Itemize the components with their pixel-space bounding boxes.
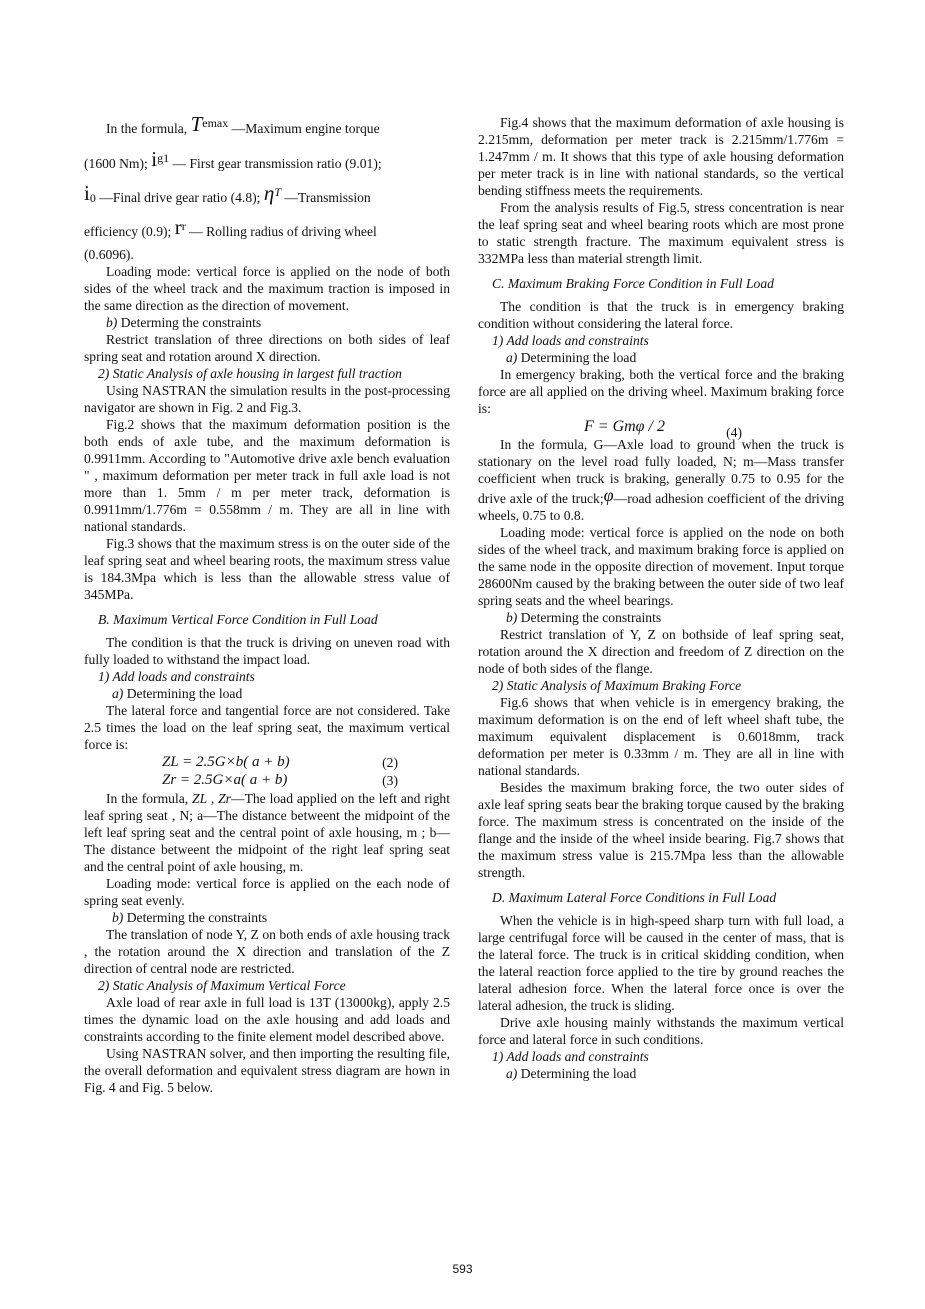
paragraph: Restrict translation of Y, Z on bothside of leaf spring seat, rotation around the X direction and freedom of Z direction on the node of both sides of the flange. [478,627,844,676]
subheading: b) Determing the constraints [106,315,262,330]
left-column [84,112,450,1096]
paragraph: Besides the maximum braking force, the two outer sides of axle leaf spring seats bear the braking torque caused by the braking force. The maximum stress is concentrated on the inside of the flange and the inside of the wheel inside bearing. Fig.7 shows that the maximum stress value is 215.7Mpa less than the allowable strength. [478,780,844,880]
equation-3: Zr = 2.5G×a( a + b) (3) [162,772,398,788]
paragraph: From the analysis results of Fig.5, stress concentration is near the leaf spring seat and wheel bearing roots which are most prone to static strength fracture. The maximum equivalent stress is 332MPa less than material strength limit. [478,200,844,266]
paragraph: In emergency braking, both the vertical force and the braking force are all applied on the driving wheel. Maximum braking force is: [478,367,844,416]
paragraph: Loading mode: vertical force is applied on the node of both sides of the wheel track and the maximum traction is imposed in the same direction as the direction of movement. [84,264,450,313]
equation-4: F = Gmφ / 2 (4) [584,418,742,440]
equation-2: ZL = 2.5G×b( a + b) (2) [162,754,398,770]
subheading: b) Determing the constraints [506,610,662,625]
paragraph: Using NASTRAN the simulation results in the post-processing navigator are shown in Fig. 2 and Fig.3. [84,383,450,415]
paragraph: Fig.6 shows that when vehicle is in emergency braking, the maximum deformation is on the end of left wheel shaft tube, the maximum equivalent displacement is 0.6018mm, track deformation per meter is 0.33mm / m. They are all in line with national standards. [478,695,844,778]
paragraph: The condition is that the truck is in emergency braking condition without considering the lateral force. [478,299,844,331]
formula-legend-line-1: In the formula, Temax —Maximum engine torque [106,112,380,136]
formula-legend-line-3: i0 —Final drive gear ratio (4.8); ηT —Transmission [84,181,371,205]
subsection-heading: 1) Add loads and constraints [98,669,255,684]
paragraph: Loading mode: vertical force is applied on the node on both sides of the wheel track, and maximum braking force is applied on the same node in the opposite direction of movement. Input torque 28600Nm caused by the braking between the outer side of two leaf spring seats and the wheel bearings. [478,525,844,608]
section-heading-d: D. Maximum Lateral Force Conditions in Full Load [492,890,777,905]
paragraph: Drive axle housing mainly withstands the maximum vertical force and lateral force in such conditions. [478,1015,844,1047]
subheading: b) Determing the constraints [112,910,268,925]
subheading: a) Determining the load [112,686,243,701]
page-number: 593 [452,1262,473,1276]
subsection-heading: 2) Static Analysis of Maximum Braking Force [492,678,742,693]
paragraph: When the vehicle is in high-speed sharp turn with full load, a large centrifugal force will be caused in the center of mass, that is the lateral force. The truck is in critical skidding condition, when the lateral reaction force applied to the tire by ground reaches the lateral adhesion force. When the lateral force once is over the lateral adhesion, the truck is sliding. [478,913,844,1013]
section-heading-b: B. Maximum Vertical Force Condition in Full Load [98,612,378,627]
paragraph: Fig.3 shows that the maximum stress is on the outer side of the leaf spring seat and wheel bearing roots, the maximum stress value is 184.3Mpa which is less than the allowable stress value of 345MPa. [84,536,450,602]
paragraph: Using NASTRAN solver, and then importing the resulting file, the overall deformation and equivalent stress diagram are hown in Fig. 4 and Fig. 5 below. [84,1046,450,1095]
paragraph: In the formula, G—Axle load to ground when the truck is stationary on the level road fully loaded, N; m—Mass transfer coefficient when truck is braking, generally 0.75 to 0.95 for the drive axle of the truck;φ—road adhesion coefficient of the driving wheels, 0.75 to 0.8. [478,437,844,523]
formula-legend-line-4: efficiency (0.9); rr — Rolling radius of driving wheel [84,215,377,239]
section-heading-c: C. Maximum Braking Force Condition in Full Load [492,276,774,291]
paragraph: Fig.2 shows that the maximum deformation position is the both ends of axle tube, and the maximum deformation is 0.9911mm. According to "Automotive drive axle bench evaluation " , maximum deformation per meter track in full axle load is not more than 1. 5mm / m per meter track, deformation is 0.9911mm/1.776m = 0.558mm / m. They are all in line with national standards. [84,417,450,534]
paragraph: Loading mode: vertical force is applied on the each node of spring seat evenly. [84,876,450,908]
subheading: a) Determining the load [506,350,637,365]
paragraph: Fig.4 shows that the maximum deformation of axle housing is 2.215mm, deformation per meter track is 2.215mm/1.776m = 1.247mm / m. It shows that this type of axle housing deformation per meter track is in line with national standards, so the vertical bending stiffness meets the requirements. [478,115,844,198]
paragraph: In the formula, ZL , Zr—The load applied on the left and right leaf spring seat , N; a—The distance betweent the midpoint of the left leaf spring seat and the central point of axle housing, m ; b—The distance betweent the midpoint of the right leaf spring seat and the central point of axle housing, m. [84,791,450,874]
paragraph: The translation of node Y, Z on both ends of axle housing track , the rotation around the X direction and translation of the Z direction of central node are restricted. [84,927,450,976]
formula-legend-line-5: (0.6096). [84,247,134,262]
paragraph: Restrict translation of three directions on both sides of leaf spring seat and rotation around X direction. [84,332,450,364]
formula-legend-line-2: (1600 Nm); ig1 — First gear transmission ratio (9.01); [84,147,382,171]
paragraph: The lateral force and tangential force are not considered. Take 2.5 times the load on the leaf spring seat, the maximum vertical force is: [84,703,450,752]
paragraph: The condition is that the truck is driving on uneven road with fully loaded to withstand the impact load. [84,635,450,667]
paragraph: Axle load of rear axle in full load is 13T (13000kg), apply 2.5 times the dynamic load on the axle housing and add loads and constraints according to the finite element model described above. [84,995,450,1044]
right-column [478,114,844,1082]
subsection-heading: 1) Add loads and constraints [492,333,649,348]
subsection-heading: 1) Add loads and constraints [492,1049,649,1064]
subsection-heading: 2) Static Analysis of Maximum Vertical Force [98,978,346,993]
subheading: a) Determining the load [506,1066,637,1081]
subsection-heading: 2) Static Analysis of axle housing in largest full traction [98,366,402,381]
